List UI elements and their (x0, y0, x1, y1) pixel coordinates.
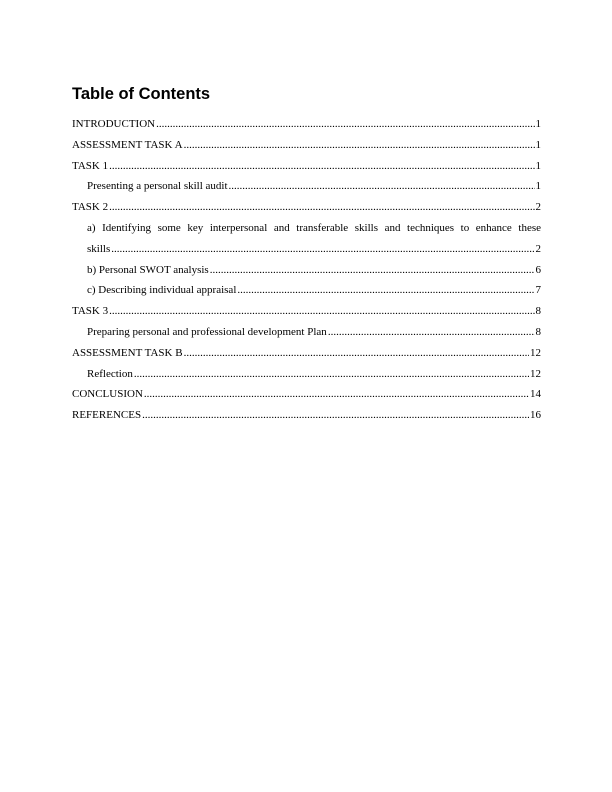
toc-entry-conclusion[interactable] (72, 384, 541, 405)
toc-entry-label: TASK 1 (72, 159, 109, 172)
toc-entry-swot-analysis[interactable] (72, 260, 541, 281)
toc-leader-dots (184, 135, 535, 156)
toc-page-number: 2 (535, 242, 541, 255)
toc-entry-label-line1: a) Identifying some key interpersonal and transferable skills and techniques to enhance these (87, 221, 541, 234)
toc-leader-dots (156, 114, 534, 135)
toc-entry-assessment-task-a[interactable] (72, 135, 541, 156)
toc-page-number: 7 (535, 284, 541, 297)
toc-entry-label: TASK 2 (72, 201, 109, 214)
toc-entry-label-line2-row (87, 239, 541, 260)
toc-leader-dots (328, 322, 535, 343)
toc-leader-dots (142, 405, 529, 426)
toc-page-number: 8 (535, 305, 541, 318)
toc-entry-reflection[interactable] (72, 364, 541, 385)
toc-entry-label: ASSESSMENT TASK B (72, 346, 183, 359)
toc-entry-label: c) Describing individual appraisal (87, 284, 237, 297)
toc-entry-development-plan[interactable] (72, 322, 541, 343)
toc-leader-dots (210, 260, 535, 281)
toc-page-number: 16 (530, 409, 541, 422)
toc-entry-label: Presenting a personal skill audit (87, 180, 228, 193)
toc-entry-skill-audit[interactable] (72, 176, 541, 197)
toc-leader-dots (109, 156, 534, 177)
toc-entry-label: INTRODUCTION (72, 118, 156, 130)
toc-entry-introduction[interactable] (72, 114, 541, 135)
toc-page-number: 1 (535, 180, 541, 193)
toc-leader-dots (184, 343, 529, 364)
toc-entry-individual-appraisal[interactable] (72, 280, 541, 301)
toc-entry-label: REFERENCES (72, 409, 142, 422)
toc-entry-label: Preparing personal and professional development Plan (87, 325, 327, 338)
toc-leader-dots (134, 364, 529, 385)
toc-leader-dots (144, 384, 529, 405)
toc-page-number: 1 (535, 159, 541, 172)
toc-entry-assessment-task-b[interactable] (72, 343, 541, 364)
toc-page-number: 12 (530, 367, 541, 380)
toc-page-number: 2 (535, 201, 541, 214)
toc-leader-dots (109, 301, 534, 322)
toc-entry-label: Reflection (87, 367, 133, 380)
toc-entry-task-1[interactable] (72, 156, 541, 177)
toc-entry-task-3[interactable] (72, 301, 541, 322)
toc-page-number: 12 (530, 346, 541, 359)
toc-page-number: 1 (535, 138, 541, 151)
toc-title: Table of Contents (72, 85, 211, 103)
toc-entry-label: CONCLUSION (72, 388, 143, 401)
toc-entry-label: TASK 3 (72, 305, 109, 318)
toc-entry-interpersonal-skills[interactable] (72, 218, 541, 260)
toc-leader-dots (111, 239, 534, 260)
toc-entry-label: b) Personal SWOT analysis (87, 263, 209, 276)
toc-entry-label: ASSESSMENT TASK A (72, 138, 183, 151)
toc-entry-label-line2: skills (87, 242, 111, 255)
toc-entry-task-2[interactable] (72, 197, 541, 218)
toc-leader-dots (109, 197, 534, 218)
toc-page-number: 14 (530, 388, 541, 401)
toc-page-number: 8 (535, 325, 541, 338)
toc-list (72, 114, 541, 426)
toc-leader-dots (237, 280, 534, 301)
toc-page-number: 1 (535, 118, 541, 130)
toc-page-number: 6 (535, 263, 541, 276)
toc-entry-references[interactable] (72, 405, 541, 426)
toc-leader-dots (229, 176, 535, 197)
